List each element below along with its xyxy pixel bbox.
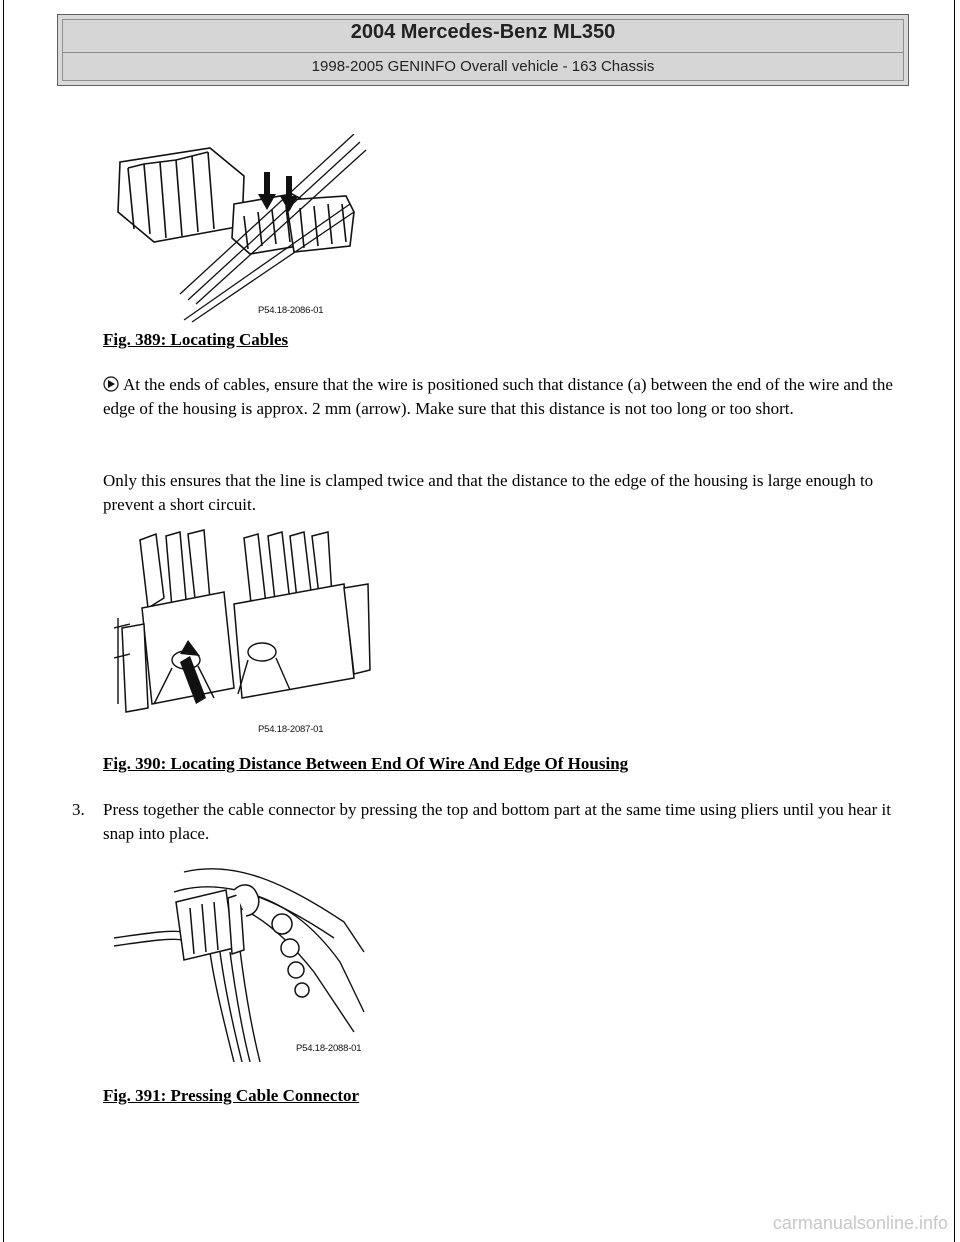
document-subtitle: 1998-2005 GENINFO Overall vehicle - 163 Chassis: [311, 58, 655, 75]
step-number: 3.: [72, 800, 85, 819]
note-paragraph: [103, 373, 893, 421]
figure-id: P54.18-2088-01: [296, 1043, 362, 1054]
note-icon: [103, 376, 119, 392]
note-text: At the ends of cables, ensure that the wire is positioned such that distance (a) between the end of the wire and the edge of the housing is approx. 2 mm (arrow). Make sure that this distance is not too long or too short.: [103, 375, 893, 418]
document-title: 2004 Mercedes-Benz ML350: [350, 21, 616, 43]
figure-391-caption: Fig. 391: Pressing Cable Connector: [103, 1086, 360, 1105]
pliers-connector-illustration: [114, 862, 374, 1062]
cable-connector-illustration: [114, 134, 374, 324]
figure-389-caption: Fig. 389: Locating Cables: [103, 330, 289, 349]
figure-390-image: [114, 528, 374, 740]
wire-distance-illustration: [114, 528, 374, 740]
step-text: Press together the cable connector by pressing the top and bottom part at the same time using pliers until you hear it snap into place.: [103, 800, 891, 843]
figure-id: P54.18-2086-01: [258, 305, 324, 316]
figure-390-caption: Fig. 390: Locating Distance Between End Of Wire And Edge Of Housing: [103, 754, 629, 773]
watermark: carmanualsonline.info: [772, 1213, 948, 1233]
document-header: [57, 14, 909, 86]
body-paragraph: Only this ensures that the line is clamped twice and that the distance to the edge of the housing is large enough to prevent a short circuit.: [103, 471, 874, 514]
figure-391-image: [114, 862, 374, 1062]
figure-389-image: [114, 134, 374, 324]
figure-id: P54.18-2087-01: [258, 724, 324, 735]
header-divider: [62, 52, 904, 53]
